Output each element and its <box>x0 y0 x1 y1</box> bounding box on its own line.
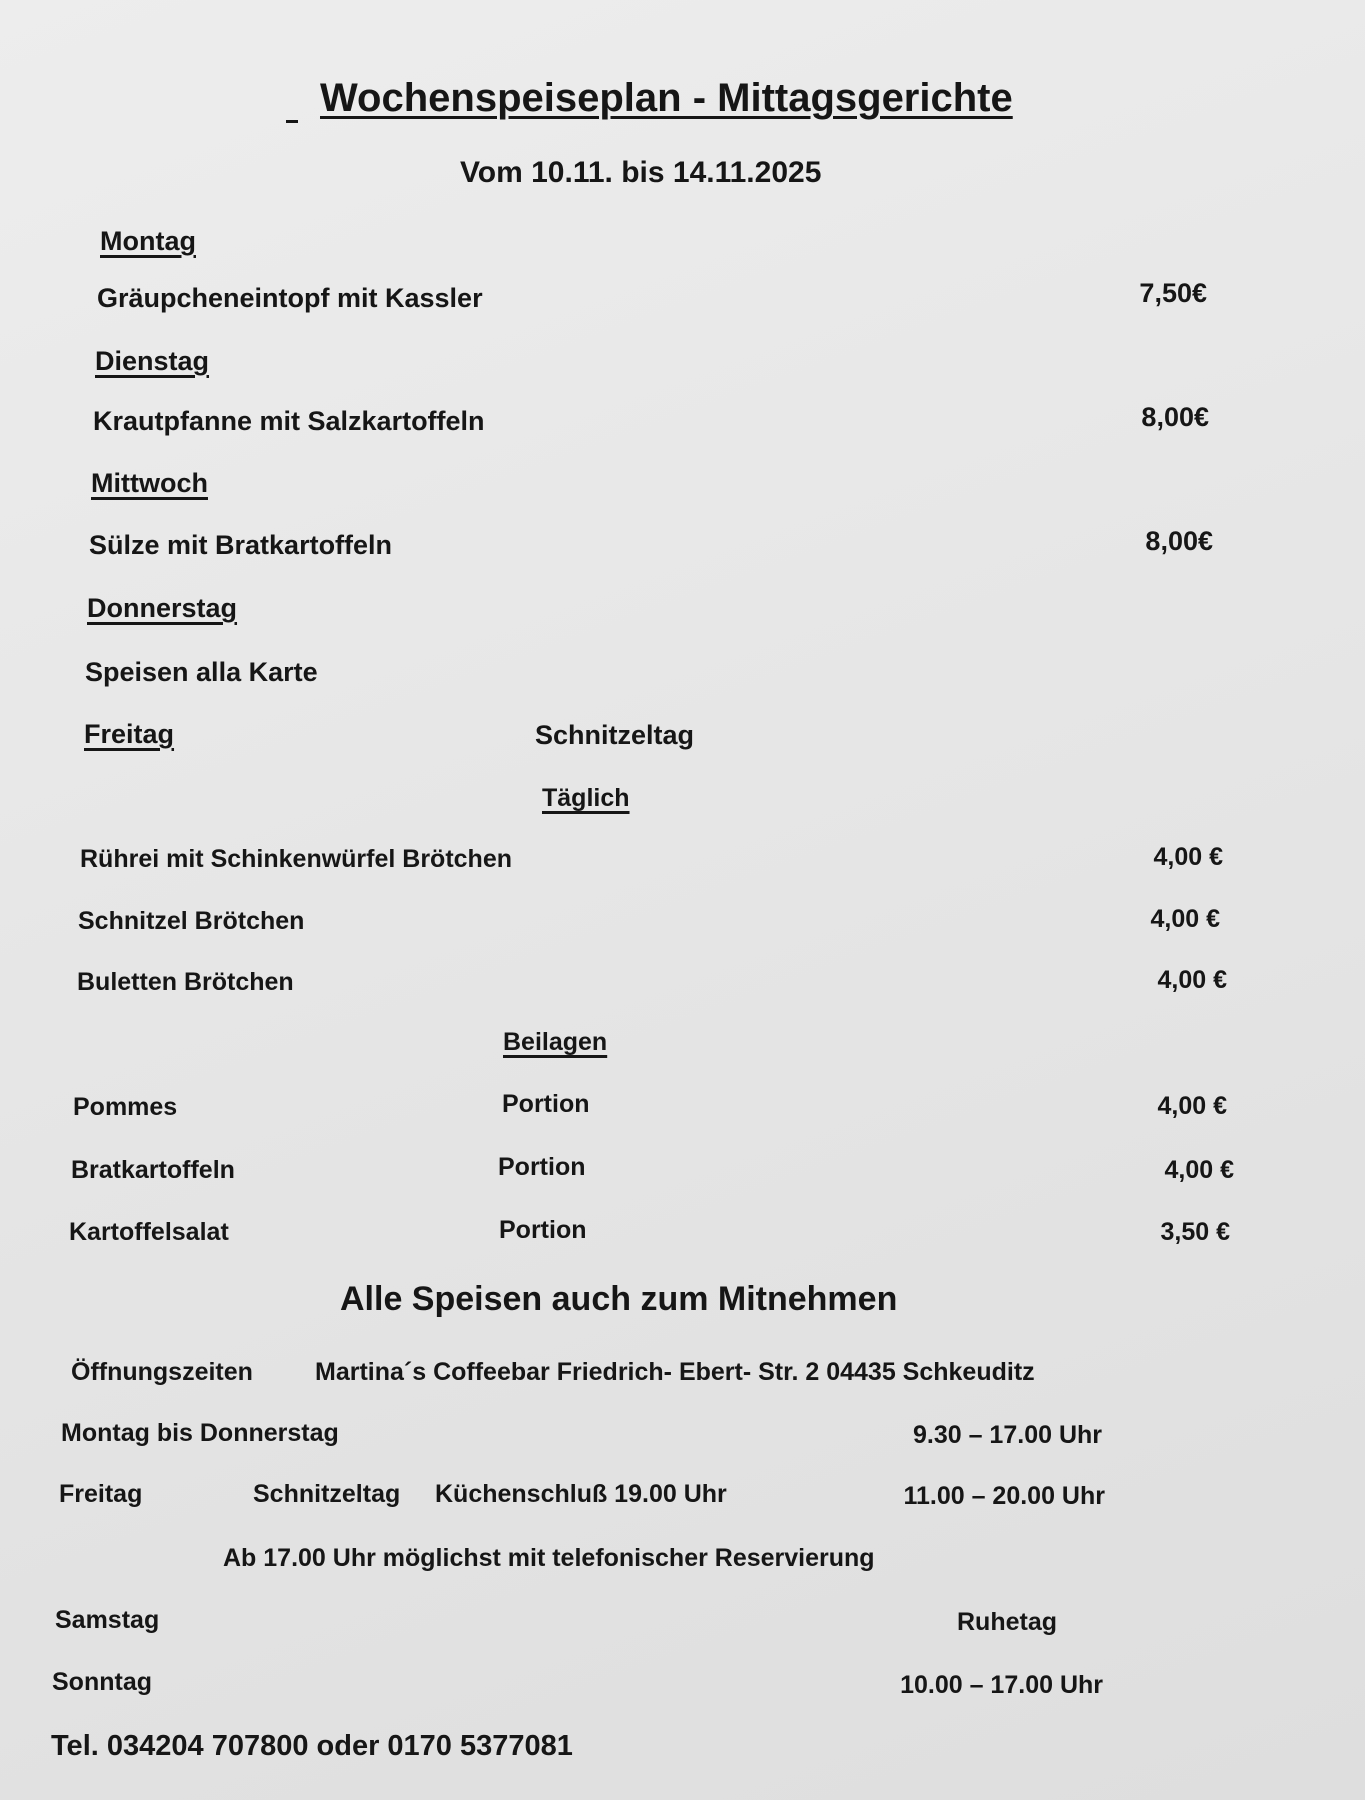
hours-day: Sonntag <box>52 1668 152 1696</box>
side-item-name: Kartoffelsalat <box>69 1218 229 1246</box>
daily-item-name: Rührei mit Schinkenwürfel Brötchen <box>80 845 513 873</box>
daily-item-name: Schnitzel Brötchen <box>78 907 305 935</box>
hours-day: Samstag <box>55 1606 160 1634</box>
hours-time: Ruhetag <box>957 1608 1057 1636</box>
daily-heading: Täglich <box>542 784 630 812</box>
side-item-unit: Portion <box>498 1153 586 1181</box>
takeaway-note: Alle Speisen auch zum Mitnehmen <box>340 1280 898 1318</box>
hours-time: 11.00 – 20.00 Uhr <box>903 1482 1105 1510</box>
page-title: Wochenspeiseplan - Mittagsgerichte <box>320 76 1013 120</box>
sides-heading: Beilagen <box>503 1028 608 1056</box>
dish-tuesday: Krautpfanne mit Salzkartoffeln <box>93 406 485 436</box>
price-monday: 7,50€ <box>1139 278 1207 308</box>
daily-item-name: Buletten Brötchen <box>77 968 294 996</box>
side-item-unit: Portion <box>502 1090 590 1118</box>
dish-monday: Gräupcheneintopf mit Kassler <box>97 283 483 313</box>
dish-thursday: Speisen alla Karte <box>85 657 318 687</box>
price-tuesday: 8,00€ <box>1141 402 1209 432</box>
reservation-note: Ab 17.00 Uhr möglichst mit telefonischer Reservierung <box>223 1544 875 1572</box>
hours-address: Martina´s Coffeebar Friedrich- Ebert- Str. 2 04435 Schkeuditz <box>315 1358 1035 1386</box>
phone-numbers: Tel. 034204 707800 oder 0170 5377081 <box>51 1730 573 1762</box>
price-wednesday: 8,00€ <box>1145 526 1213 556</box>
hours-time: 10.00 – 17.00 Uhr <box>900 1671 1103 1699</box>
daily-item-price: 4,00 € <box>1150 905 1220 933</box>
hours-day: Montag bis Donnerstag <box>61 1419 339 1447</box>
note-friday: Schnitzeltag <box>535 720 695 750</box>
side-item-name: Bratkartoffeln <box>71 1156 235 1184</box>
stray-dash <box>286 120 298 123</box>
day-tuesday: Dienstag <box>95 346 210 376</box>
date-range: Vom 10.11. bis 14.11.2025 <box>460 156 822 189</box>
daily-item-price: 4,00 € <box>1153 843 1223 871</box>
side-item-price: 4,00 € <box>1164 1156 1234 1184</box>
hours-label: Öffnungszeiten <box>71 1358 253 1386</box>
hours-day: Freitag <box>59 1480 143 1508</box>
side-item-unit: Portion <box>499 1216 587 1244</box>
side-item-price: 3,50 € <box>1160 1218 1230 1246</box>
side-item-price: 4,00 € <box>1157 1092 1227 1120</box>
day-friday: Freitag <box>84 719 175 749</box>
day-thursday: Donnerstag <box>87 593 238 623</box>
hours-note: Schnitzeltag <box>253 1480 401 1508</box>
kitchen-close: Küchenschluß 19.00 Uhr <box>435 1480 727 1508</box>
daily-item-price: 4,00 € <box>1157 966 1227 994</box>
side-item-name: Pommes <box>73 1093 178 1121</box>
hours-time: 9.30 – 17.00 Uhr <box>912 1421 1102 1449</box>
day-monday: Montag <box>100 226 196 256</box>
day-wednesday: Mittwoch <box>91 468 208 498</box>
dish-wednesday: Sülze mit Bratkartoffeln <box>89 530 393 560</box>
